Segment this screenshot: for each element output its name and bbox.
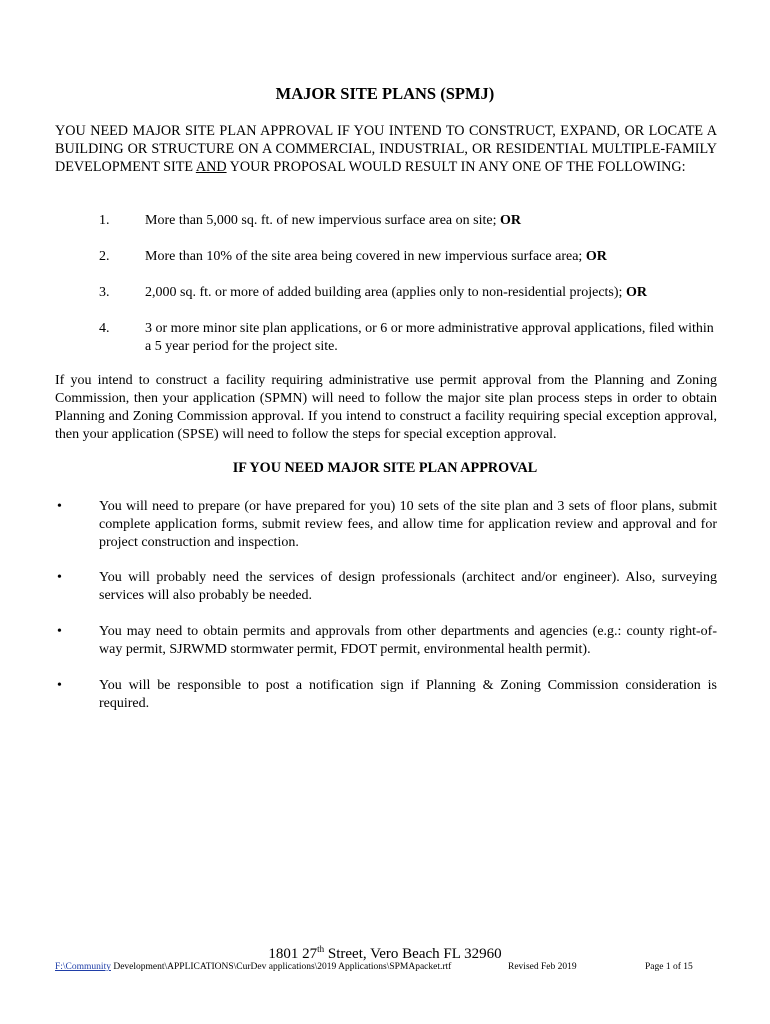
item-text-body: More than 5,000 sq. ft. of new impervious surface area on site; <box>145 213 500 228</box>
bullet-icon: • <box>57 678 62 693</box>
item-text-or: OR <box>625 285 647 300</box>
item-number: 1. <box>99 213 110 228</box>
item-text-body: 2,000 sq. ft. or more of added building area (applies only to non-residential projects); <box>145 285 626 300</box>
item-text <box>145 284 717 302</box>
footer-address-sup: th <box>317 944 325 954</box>
intro-text-start: YOU NEED MAJOR SITE PLAN APPROVAL IF YOU INTEND TO CONSTRUCT, EXPAND, OR LOCATE A BUILDING OR STRUCTURE ON A COMMERCIAL, INDUSTRIAL, OR RESIDENTIAL MULTIPLE-FAMILY DEVELOPMENT SITE <box>55 123 717 175</box>
body-paragraph: If you intend to construct a facility requiring administrative use permit approval from the Planning and Zoning Commission, then your application (SPMN) will need to follow the major site plan process steps in order to obtain Planning and Zoning Commission approval. If you intend to construct a facility requiring special exception approval, then your application (SPSE) will need to follow the steps for special exception approval. <box>55 373 717 442</box>
intro-paragraph <box>55 122 717 176</box>
item-text <box>145 320 717 356</box>
page-title: MAJOR SITE PLANS (SPMJ) <box>275 84 495 103</box>
item-text-body: 3 or more minor site plan applications, or 6 or more administrative approval applications, filed within a 5 year period for the project site. <box>145 321 714 354</box>
footer-file-path <box>55 962 451 972</box>
bullet-icon: • <box>57 624 62 639</box>
section-heading: IF YOU NEED MAJOR SITE PLAN APPROVAL <box>232 460 538 476</box>
intro-text-end: YOUR PROPOSAL WOULD RESULT IN ANY ONE OF THE FOLLOWING: <box>226 159 686 175</box>
item-text-or: OR <box>499 213 521 228</box>
item-number: 3. <box>99 285 110 300</box>
footer-revised-date: Revised Feb 2019 <box>508 962 577 972</box>
bullet-icon: • <box>57 499 62 514</box>
file-path-link[interactable]: F:\Community <box>55 962 111 972</box>
item-text <box>145 212 717 230</box>
footer-address-end: Street, Vero Beach FL 32960 <box>324 946 502 962</box>
bullet-text: You will probably need the services of design professionals (architect and/or engineer). Also, surveying services will also probably be needed. <box>99 570 717 603</box>
bullet-icon: • <box>57 570 62 585</box>
footer-page-number: Page 1 of 15 <box>645 962 693 972</box>
item-text-or: OR <box>585 249 607 264</box>
bullet-text: You may need to obtain permits and approvals from other departments and agencies (e.g.: county right-of-way permit, SJRWMD stormwater permit, FDOT permit, environmental health permit). <box>99 624 717 657</box>
bullet-text: You will be responsible to post a notification sign if Planning & Zoning Commission consideration is required. <box>99 678 717 711</box>
footer-address <box>0 944 770 963</box>
file-path-rest: Development\APPLICATIONS\CurDev applications\2019 Applications\SPMApacket.rtf <box>110 962 452 972</box>
item-text-body: More than 10% of the site area being covered in new impervious surface area; <box>145 249 586 264</box>
footer-address-start: 1801 27 <box>268 946 318 962</box>
item-number: 2. <box>99 249 110 264</box>
item-text <box>145 248 717 266</box>
item-number: 4. <box>99 321 110 336</box>
intro-and-underlined: AND <box>195 159 227 175</box>
bullet-text: You will need to prepare (or have prepared for you) 10 sets of the site plan and 3 sets of floor plans, submit complete application forms, submit review fees, and allow time for application review and approval and for project construction and inspection. <box>99 499 717 550</box>
